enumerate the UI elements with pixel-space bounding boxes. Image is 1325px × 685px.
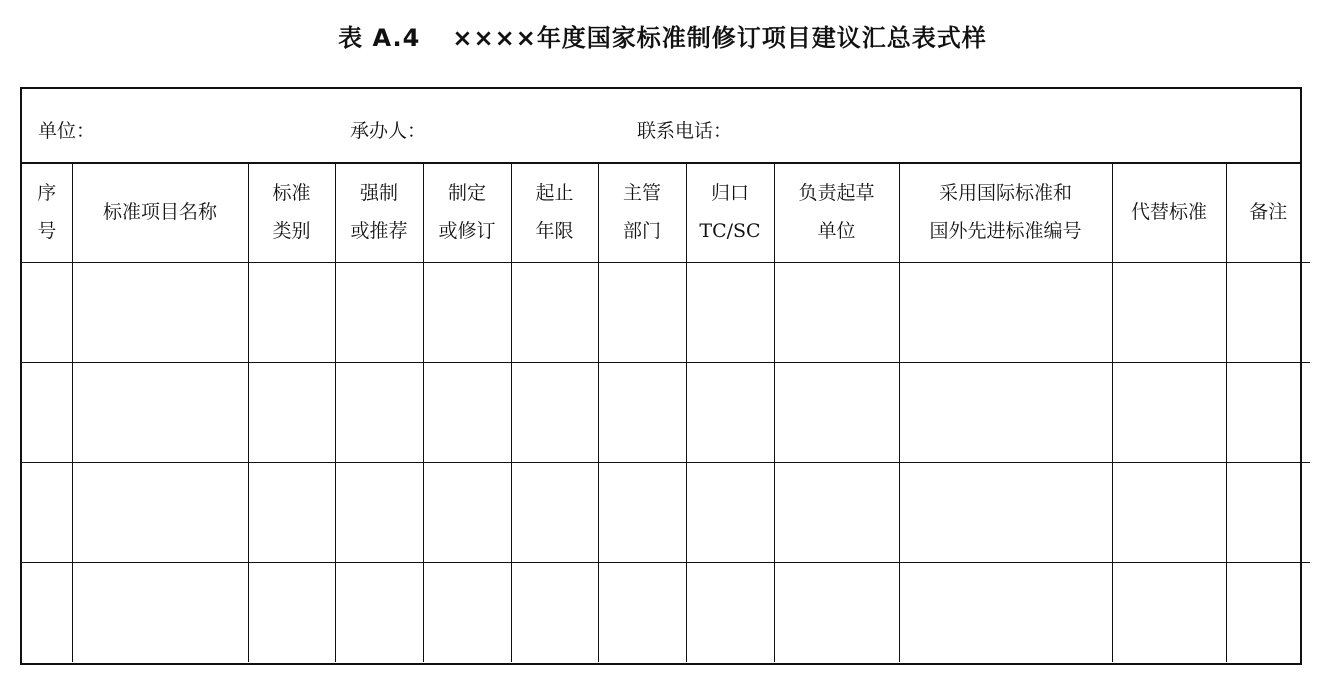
column-header <box>774 162 899 263</box>
column-header-line: 标准 <box>272 182 311 204</box>
phone-label: 联系电话： <box>637 120 733 142</box>
unit-label: 单位： <box>38 120 96 142</box>
table-cell <box>686 463 774 563</box>
table-cell <box>598 463 686 563</box>
column-header-line: 或修订 <box>438 220 496 242</box>
table-cell <box>899 463 1112 563</box>
table-cell <box>1226 263 1310 363</box>
table-cell <box>598 563 686 663</box>
proposal-table <box>22 162 1310 662</box>
table-cell <box>1112 263 1226 363</box>
table-cell <box>335 263 423 363</box>
table-cell <box>686 563 774 663</box>
column-header <box>899 162 1112 263</box>
table-cell <box>1112 563 1226 663</box>
table-cell <box>72 363 248 463</box>
header-row <box>22 162 1310 263</box>
table-cell <box>774 463 899 563</box>
column-header-line: 强制 <box>359 182 398 204</box>
table-cell <box>423 363 511 463</box>
column-header-line: 制定 <box>447 182 486 204</box>
table-cell <box>1112 463 1226 563</box>
table-cell <box>248 563 335 663</box>
table-cell <box>598 263 686 363</box>
column-header-line: 序 <box>37 182 57 204</box>
table-cell <box>511 563 598 663</box>
table-cell <box>899 363 1112 463</box>
table-cell <box>511 363 598 463</box>
column-header-line: 归口 <box>710 182 749 204</box>
column-header-line: 单位 <box>817 220 856 242</box>
column-header <box>22 162 72 263</box>
column-header-line: 主管 <box>622 182 661 204</box>
table-row <box>22 463 1310 563</box>
table-cell <box>423 563 511 663</box>
table-cell <box>72 563 248 663</box>
table-cell <box>686 363 774 463</box>
column-header <box>72 162 248 263</box>
table-row <box>22 263 1310 363</box>
table-cell <box>423 263 511 363</box>
column-header-line: 部门 <box>622 220 661 242</box>
column-header <box>335 162 423 263</box>
column-header-line: 采用国际标准和 <box>938 182 1072 204</box>
table-body <box>22 263 1310 663</box>
column-header-line: 类别 <box>272 220 311 242</box>
column-header-line: 备注 <box>1249 201 1288 223</box>
column-header-line: 标准项目名称 <box>102 201 217 223</box>
table-cell <box>1226 563 1310 663</box>
column-header-line: 代替标准 <box>1130 201 1207 223</box>
table-cell <box>22 563 72 663</box>
document-title <box>0 18 1325 53</box>
table-number: 表 A.4 <box>338 24 421 52</box>
column-header-line: 或推荐 <box>350 220 408 242</box>
column-header <box>423 162 511 263</box>
table-title-text: ××××年度国家标准制修订项目建议汇总表式样 <box>452 24 987 52</box>
table-row <box>22 363 1310 463</box>
column-header <box>511 162 598 263</box>
table-cell <box>899 263 1112 363</box>
table-cell <box>22 263 72 363</box>
column-header-line: 负责起草 <box>798 182 875 204</box>
table-cell <box>335 463 423 563</box>
table-cell <box>335 363 423 463</box>
table-cell <box>72 263 248 363</box>
table-cell <box>72 463 248 563</box>
table-cell <box>248 463 335 563</box>
table-cell <box>1226 463 1310 563</box>
column-header-line: TC/SC <box>699 220 761 242</box>
column-header-line: 国外先进标准编号 <box>929 220 1082 242</box>
column-header-line: 起止 <box>535 182 574 204</box>
table-cell <box>774 563 899 663</box>
contact-person-label: 承办人： <box>350 120 427 142</box>
column-header-line: 号 <box>37 220 57 242</box>
table-row <box>22 563 1310 663</box>
column-header <box>1226 162 1310 263</box>
table-cell <box>248 363 335 463</box>
table-cell <box>423 463 511 563</box>
table-cell <box>22 363 72 463</box>
column-header <box>1112 162 1226 263</box>
proposal-summary-form <box>20 87 1302 665</box>
table-cell <box>1112 363 1226 463</box>
column-header-line: 年限 <box>535 220 574 242</box>
table-cell <box>511 463 598 563</box>
table-cell <box>774 363 899 463</box>
table-cell <box>598 363 686 463</box>
table-cell <box>248 263 335 363</box>
table-cell <box>22 463 72 563</box>
info-row <box>22 89 1300 164</box>
table-cell <box>1226 363 1310 463</box>
column-header <box>686 162 774 263</box>
table-cell <box>686 263 774 363</box>
table-cell <box>774 263 899 363</box>
table-cell <box>899 563 1112 663</box>
table-cell <box>511 263 598 363</box>
column-header <box>598 162 686 263</box>
table-cell <box>335 563 423 663</box>
column-header <box>248 162 335 263</box>
